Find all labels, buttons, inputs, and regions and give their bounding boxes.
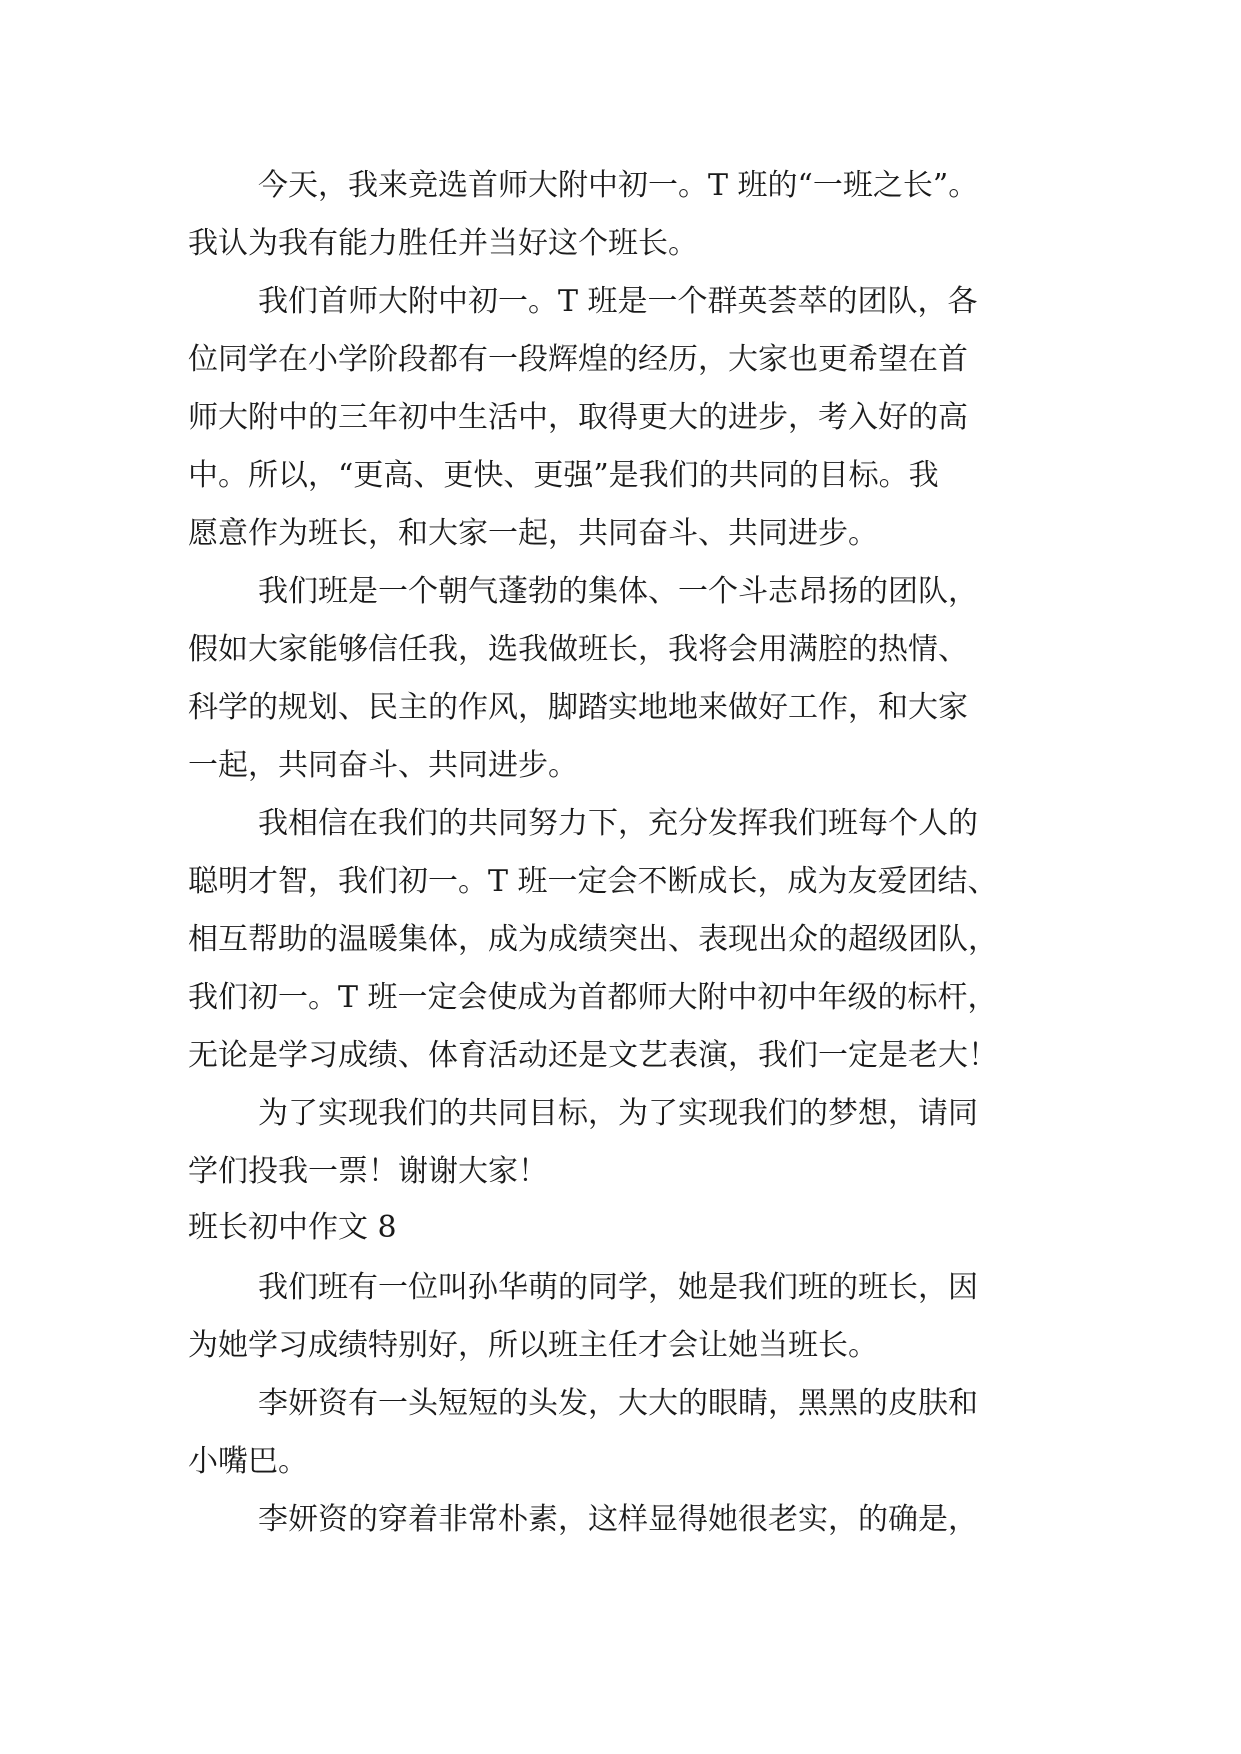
text-line-3: 我们首师大附中初一。T 班是一个群英荟萃的团队，各 <box>258 284 978 319</box>
text-line-24: 李妍资的穿着非常朴素，这样显得她很老实，的确是， <box>258 1502 978 1537</box>
text-line-18: 学们投我一票！谢谢大家！ <box>188 1154 548 1189</box>
text-line-8: 我们班是一个朝气蓬勃的集体、一个斗志昂扬的团队， <box>258 574 978 609</box>
text-line-5: 师大附中的三年初中生活中，取得更大的进步，考入好的高 <box>188 400 968 435</box>
text-line-20: 我们班有一位叫孙华萌的同学，她是我们班的班长，因 <box>258 1270 978 1305</box>
text-line-22: 李妍资有一头短短的头发，大大的眼睛，黑黑的皮肤和 <box>258 1386 978 1421</box>
text-line-10: 科学的规划、民主的作风，脚踏实地地来做好工作，和大家 <box>188 690 968 725</box>
text-line-13: 聪明才智，我们初一。T 班一定会不断成长，成为友爱团结、 <box>188 864 998 899</box>
text-line-11: 一起，共同奋斗、共同进步。 <box>188 748 578 783</box>
text-line-12: 我相信在我们的共同努力下，充分发挥我们班每个人的 <box>258 806 978 841</box>
text-line-23: 小嘴巴。 <box>188 1444 308 1479</box>
text-line-14: 相互帮助的温暖集体，成为成绩突出、表现出众的超级团队， <box>188 922 998 957</box>
text-line-16: 无论是学习成绩、体育活动还是文艺表演，我们一定是老大！ <box>188 1038 998 1073</box>
text-line-17: 为了实现我们的共同目标，为了实现我们的梦想，请同 <box>258 1096 978 1131</box>
text-line-2: 我认为我有能力胜任并当好这个班长。 <box>188 226 698 261</box>
text-line-7: 愿意作为班长，和大家一起，共同奋斗、共同进步。 <box>188 516 878 551</box>
section-heading: 班长初中作文 8 <box>188 1210 397 1245</box>
text-line-6: 中。所以，“更高、更快、更强”是我们的共同的目标。我 <box>188 458 939 493</box>
text-line-9: 假如大家能够信任我，选我做班长，我将会用满腔的热情、 <box>188 632 968 667</box>
text-line-15: 我们初一。T 班一定会使成为首都师大附中初中年级的标杆， <box>188 980 998 1015</box>
text-line-21: 为她学习成绩特别好，所以班主任才会让她当班长。 <box>188 1328 878 1363</box>
text-line-4: 位同学在小学阶段都有一段辉煌的经历，大家也更希望在首 <box>188 342 968 377</box>
text-line-1: 今天，我来竞选首师大附中初一。T 班的“一班之长”。 <box>258 168 979 203</box>
